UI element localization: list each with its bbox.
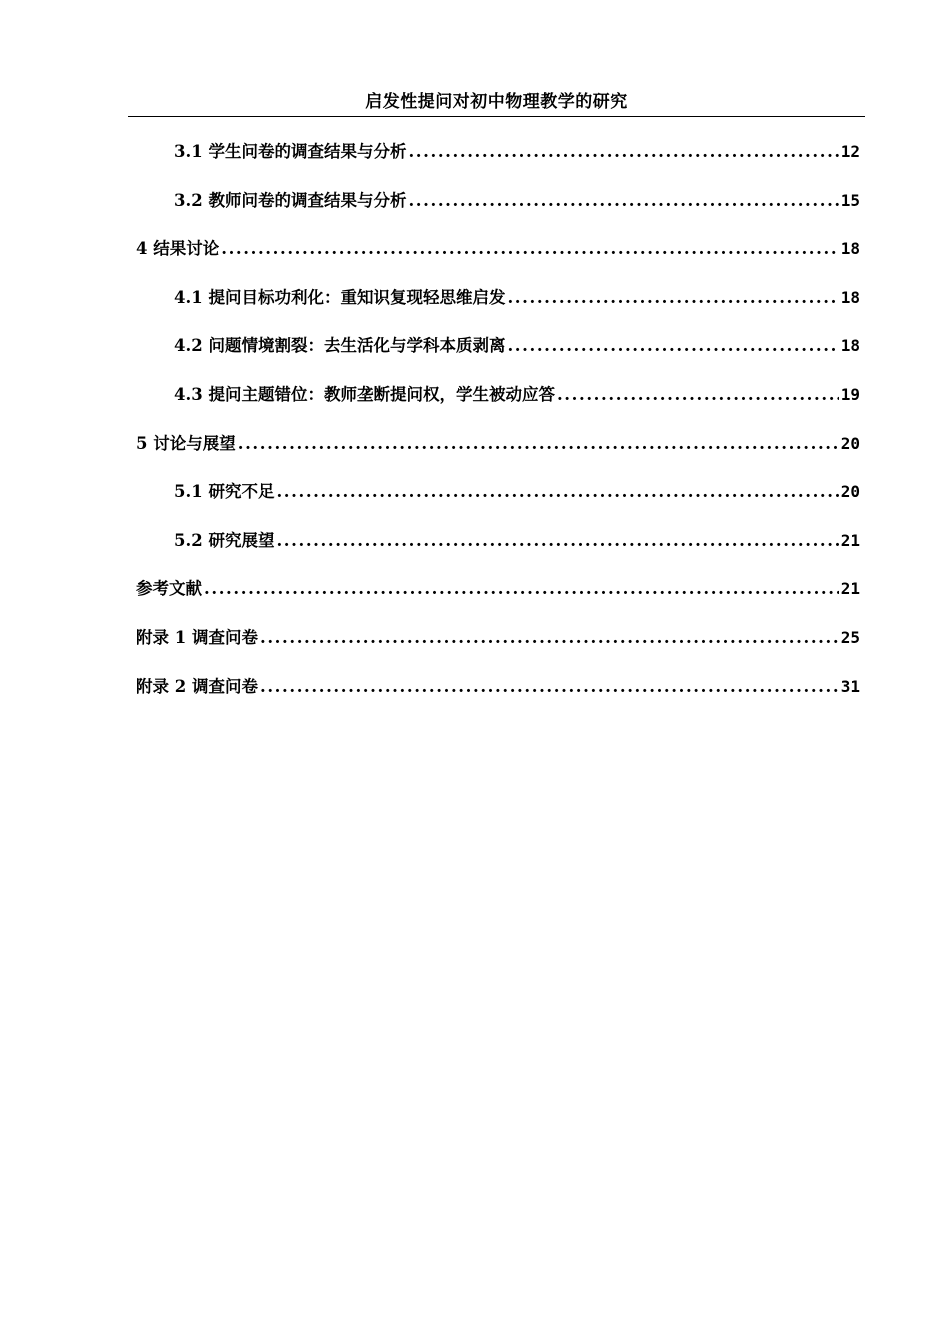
toc-page-number: 21 (840, 579, 860, 599)
toc-entry-label: 4 结果讨论 (136, 239, 220, 259)
toc-entry-label: 参考文献 (136, 579, 202, 599)
toc-leader-dots (260, 623, 839, 653)
toc-page-number: 12 (840, 142, 860, 161)
toc-entry-label: 3.2 教师问卷的调查结果与分析 (174, 190, 407, 210)
toc-leader-dots (507, 331, 838, 361)
toc-entry-5-1[interactable] (136, 477, 860, 526)
toc-leader-dots (276, 477, 838, 507)
toc-entry-label: 4.1 提问目标功利化：重知识复现轻思维启发 (174, 287, 506, 307)
toc-leader-dots (260, 672, 839, 702)
toc-entry-4-1[interactable] (136, 283, 860, 332)
toc-entry-3-2[interactable] (136, 186, 860, 235)
toc-page-number: 19 (840, 384, 860, 404)
toc-page-number: 20 (840, 482, 860, 502)
toc-entry-appendix-1[interactable] (136, 623, 860, 672)
toc-entry-label: 5 讨论与展望 (136, 433, 236, 453)
toc-entry-4[interactable] (136, 234, 860, 283)
toc-entry-4-3[interactable] (136, 380, 860, 429)
toc-leader-dots (276, 526, 838, 556)
toc-entry-4-2[interactable] (136, 331, 860, 380)
toc-entry-label: 4.3 提问主题错位：教师垄断提问权，学生被动应答 (174, 384, 555, 404)
toc-entry-5-2[interactable] (136, 526, 860, 575)
toc-entry-references[interactable] (136, 574, 860, 623)
toc-entry-appendix-2[interactable] (136, 672, 860, 721)
toc-leader-dots (507, 283, 838, 313)
toc-page-number: 18 (840, 239, 860, 259)
toc-page-number: 21 (840, 530, 860, 550)
toc-leader-dots (238, 429, 839, 459)
toc-entry-3-1[interactable] (136, 137, 860, 186)
toc-leader-dots (221, 234, 839, 264)
toc-entry-label: 附录 1 调查问卷 (136, 627, 258, 647)
toc-entry-5[interactable] (136, 429, 860, 478)
toc-page-number: 20 (840, 433, 860, 453)
toc-entry-label: 5.2 研究展望 (174, 530, 275, 550)
running-header: 启发性提问对初中物理教学的研究 (128, 88, 865, 117)
toc-page-number: 18 (840, 336, 860, 356)
toc-page-number: 31 (840, 676, 860, 696)
toc-entry-label: 附录 2 调查问卷 (136, 676, 258, 696)
toc-leader-dots (408, 186, 838, 216)
toc-leader-dots (408, 137, 838, 167)
toc-page-number: 25 (840, 627, 860, 647)
toc-leader-dots (557, 380, 839, 410)
toc-page-number: 18 (840, 287, 860, 307)
toc-page-number: 15 (840, 190, 860, 210)
toc-entry-label: 5.1 研究不足 (174, 482, 275, 502)
toc-entry-label: 3.1 学生问卷的调查结果与分析 (174, 142, 407, 161)
toc-entry-label: 4.2 问题情境割裂：去生活化与学科本质剥离 (174, 336, 506, 356)
table-of-contents (136, 137, 860, 720)
toc-leader-dots (204, 574, 839, 604)
